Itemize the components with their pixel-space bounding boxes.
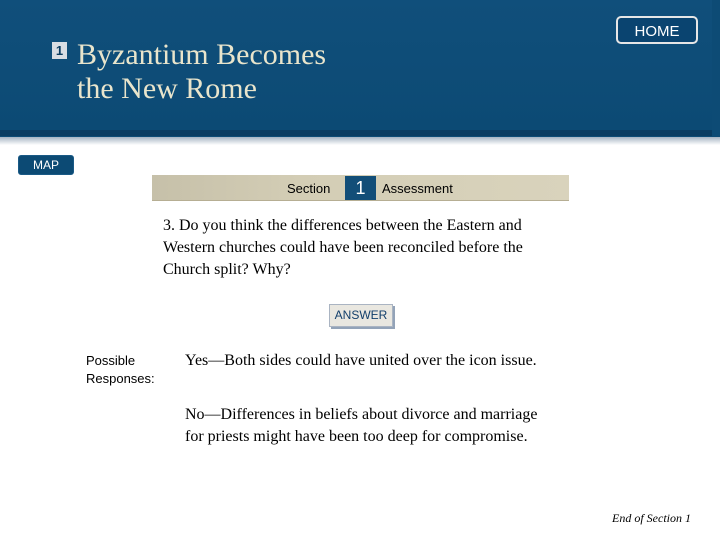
section-number-box: 1 <box>345 176 376 200</box>
title-line-1: Byzantium Becomes <box>77 38 327 71</box>
home-button[interactable]: HOME <box>616 16 698 44</box>
response-no: No—Differences in beliefs about divorce and marriage for priests might have been too deep for compromise. <box>185 406 538 445</box>
response-yes: Yes—Both sides could have united over the icon issue. <box>185 352 537 369</box>
section-number-badge: 1 <box>52 42 67 59</box>
end-of-section-text: End of Section 1 <box>612 511 691 525</box>
section-label: Section <box>287 181 331 196</box>
map-button[interactable]: MAP <box>18 155 74 175</box>
possible-responses-label <box>86 352 155 388</box>
possible-label-line-2: Responses: <box>86 371 155 386</box>
title-line-2: the New Rome <box>77 72 257 105</box>
page-title <box>77 38 326 106</box>
question-text: 3. Do you think the differences between the Eastern and Western churches could have been reconciled before the Church split? Why? <box>163 217 523 278</box>
answer-button[interactable]: ANSWER <box>329 304 393 327</box>
possible-label-line-1: Possible <box>86 353 136 368</box>
assessment-label: Assessment <box>382 181 453 196</box>
header-shadow <box>0 137 720 145</box>
